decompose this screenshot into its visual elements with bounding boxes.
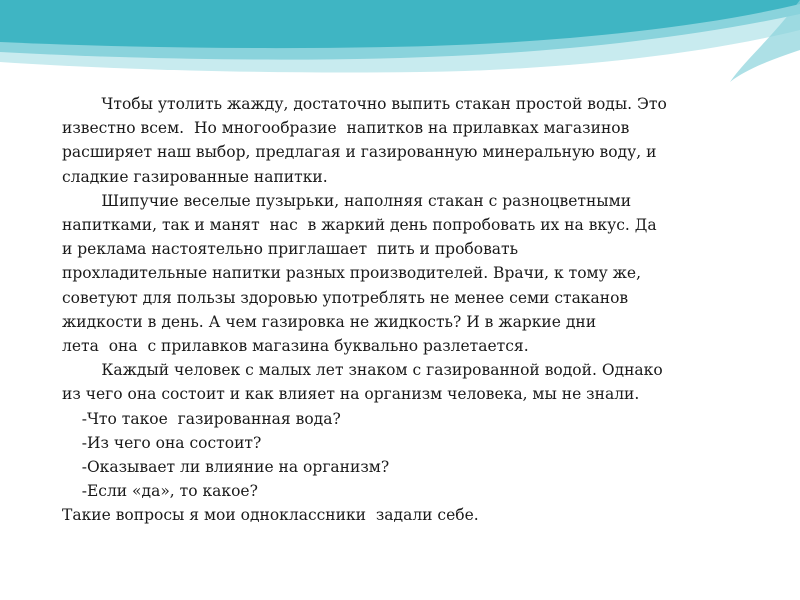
question-line: -Оказывает ли влияние на организм?: [62, 458, 390, 477]
wave-header-decoration: [0, 0, 800, 95]
text-line: из чего она состоит и как влияет на организм человека, мы не знали.: [62, 385, 640, 404]
text-line: советуют для пользы здоровью употреблять не менее семи стаканов: [62, 288, 629, 307]
text-line: и реклама настоятельно приглашает пить и пробовать: [62, 240, 519, 259]
text-line: прохладительные напитки разных производителей. Врачи, к тому же,: [62, 264, 642, 283]
text-line: Шипучие веселые пузырьки, наполняя стакан с разноцветными: [62, 191, 632, 210]
question-line: -Что такое газированная вода?: [62, 409, 341, 428]
text-line: Каждый человек с малых лет знаком с газированной водой. Однако: [62, 361, 663, 380]
text-line: жидкости в день. А чем газировка не жидкость? И в жаркие дни: [62, 312, 597, 331]
text-line: сладкие газированные напитки.: [62, 167, 328, 186]
text-line: лета она с прилавков магазина буквально разлетается.: [62, 337, 529, 356]
closing-line: Такие вопросы я мои одноклассники задали себе.: [62, 506, 479, 525]
question-line: -Если «да», то какое?: [62, 482, 258, 501]
text-line: расширяет наш выбор, предлагая и газированную минеральную воду, и: [62, 143, 657, 162]
text-line: напитками, так и манят нас в жаркий день попробовать их на вкус. Да: [62, 216, 657, 235]
slide-body-text: [62, 92, 762, 528]
text-line: Чтобы утолить жажду, достаточно выпить стакан простой воды. Это: [62, 95, 667, 113]
text-line: известно всем. Но многообразие напитков на прилавках магазинов: [62, 119, 630, 138]
question-line: -Из чего она состоит?: [62, 433, 262, 452]
